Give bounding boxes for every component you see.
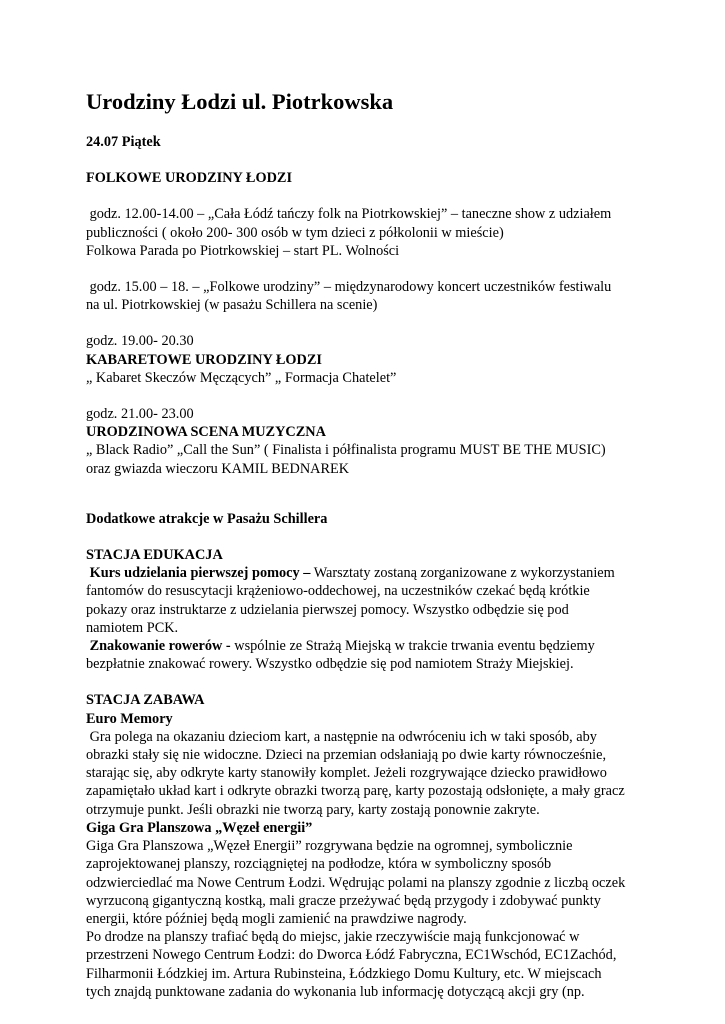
folk-item-2-line: na ul. Piotrkowskiej (w pasażu Schillera na scenie) bbox=[86, 297, 378, 314]
rower-text: wspólnie ze Strażą Miejską w trakcie trwania eventu będziemy bbox=[230, 638, 595, 655]
giga-line: zaprojektowanej planszy, rozciągniętej na podłodze, która w symboliczny sposób bbox=[86, 856, 552, 873]
edukacja-section bbox=[86, 546, 646, 673]
folk-item-1-line: godz. 12.00-14.00 – „Cała Łódź tańczy folk na Piotrkowskiej” – taneczne show z udziałem bbox=[86, 206, 612, 223]
folk-item-1 bbox=[86, 205, 646, 260]
giga-line: Po drodze na planszy trafiać będą do miejsc, jakie rzeczywiście mają funkcjonować w bbox=[86, 929, 580, 946]
rower-line bbox=[86, 637, 646, 655]
memory-title: Euro Memory bbox=[86, 710, 173, 727]
kurs-line: pokazy oraz instruktarze z udzielania pierwszej pomocy. Wszystko odbędzie się pod bbox=[86, 601, 569, 618]
memory-line: Gra polega na okazaniu dzieciom kart, a następnie na odwróceniu ich w taki sposób, aby bbox=[86, 728, 597, 745]
rower-label: Znakowanie rowerów - bbox=[86, 638, 231, 655]
page-title: Urodziny Łodzi ul. Piotrkowska bbox=[86, 89, 394, 114]
folk-item-2-line: godz. 15.00 – 18. – „Folkowe urodziny” – międzynarodowy koncert uczestników festiwalu bbox=[86, 279, 612, 296]
muzyka-line: oraz gwiazda wieczoru KAMIL BEDNAREK bbox=[86, 460, 350, 477]
giga-line: odzwierciedlać ma Nowe Centrum Łodzi. Wędrując polami na planszy zgodnie z liczbą oczek bbox=[86, 874, 626, 891]
giga-line: Giga Gra Planszowa „Węzeł Energii” rozgrywana będzie na ogromnej, symbolicznie bbox=[86, 838, 573, 855]
event-date: 24.07 Piątek bbox=[86, 134, 161, 150]
extra-heading: Dodatkowe atrakcje w Pasażu Schillera bbox=[86, 510, 328, 527]
giga-line: Filharmonii Łódzkiej im. Artura Rubinsteina, Łódzkiego Domu Kultury, etc. W miejscach bbox=[86, 965, 602, 982]
kurs-line: fantomów do resuscytacji krążeniowo-oddechowej, na uczestników czekać będą krótkie bbox=[86, 583, 590, 600]
zabawa-heading: STACJA ZABAWA bbox=[86, 692, 205, 709]
muzyka-heading: URODZINOWA SCENA MUZYCZNA bbox=[86, 424, 326, 441]
kabaret-heading: KABARETOWE URODZINY ŁODZI bbox=[86, 351, 322, 368]
giga-line: wyrzuconą gigantyczną kostką, mali gracze przeżywać będą przygody i zdobywać punkty bbox=[86, 892, 601, 909]
kurs-line: namiotem PCK. bbox=[86, 619, 179, 636]
muzyka-block bbox=[86, 405, 646, 478]
giga-line: tych znajdą punktowane zadania do wykonania lub informację dotyczącą akcji gry (np. bbox=[86, 983, 585, 1000]
kabaret-acts: „ Kabaret Skeczów Męczących” „ Formacja Chatelet” bbox=[86, 369, 397, 386]
kurs-line bbox=[86, 564, 646, 582]
memory-line: otrzymuje punkt. Jeśli obrazki nie tworzą pary, karty zostają ponownie zakryte. bbox=[86, 801, 540, 818]
edukacja-heading: STACJA EDUKACJA bbox=[86, 547, 223, 564]
document-page bbox=[86, 88, 646, 1001]
kabaret-block bbox=[86, 332, 646, 387]
giga-title: Giga Gra Planszowa „Węzeł energii” bbox=[86, 819, 313, 836]
folk-heading: FOLKOWE URODZINY ŁODZI bbox=[86, 170, 293, 187]
rower-line: bezpłatnie znakować rowery. Wszystko odbędzie się pod namiotem Straży Miejskiej. bbox=[86, 656, 574, 673]
giga-line: energii, które później będą mogli zamienić na prawdziwe nagrody. bbox=[86, 910, 467, 927]
folk-item-1-line: Folkowa Parada po Piotrkowskiej – start PL. Wolności bbox=[86, 242, 400, 259]
memory-line: obrazki stały się nie widoczne. Dzieci na przemian odsłaniają po dwie karty równocześnie, bbox=[86, 747, 607, 764]
muzyka-time: godz. 21.00- 23.00 bbox=[86, 406, 194, 423]
memory-line: starając się, aby odkryte karty stanowiły komplet. Jeżeli rozgrywające dziecko prawidłowo bbox=[86, 765, 607, 782]
muzyka-line: „ Black Radio” „Call the Sun” ( Finalista i półfinalista programu MUST BE THE MUSIC) bbox=[86, 442, 606, 459]
kurs-label: Kurs udzielania pierwszej pomocy – bbox=[86, 565, 311, 582]
kabaret-time: godz. 19.00- 20.30 bbox=[86, 333, 194, 350]
kurs-text: Warsztaty zostaną zorganizowane z wykorzystaniem bbox=[310, 565, 615, 582]
giga-line: przestrzeni Nowego Centrum Łodzi: do Dworca Łódź Fabryczna, EC1Wschód, EC1Zachód, bbox=[86, 947, 617, 964]
zabawa-section bbox=[86, 691, 646, 1000]
memory-line: zapamiętało układ kart i odkryte obrazki tworzą parę, karty pozostają odsłonięte, a mały gracz bbox=[86, 783, 625, 800]
folk-item-1-line: publiczności ( około 200- 300 osób w tym dzieci z półkolonii w mieście) bbox=[86, 224, 504, 241]
folk-item-2 bbox=[86, 278, 646, 314]
